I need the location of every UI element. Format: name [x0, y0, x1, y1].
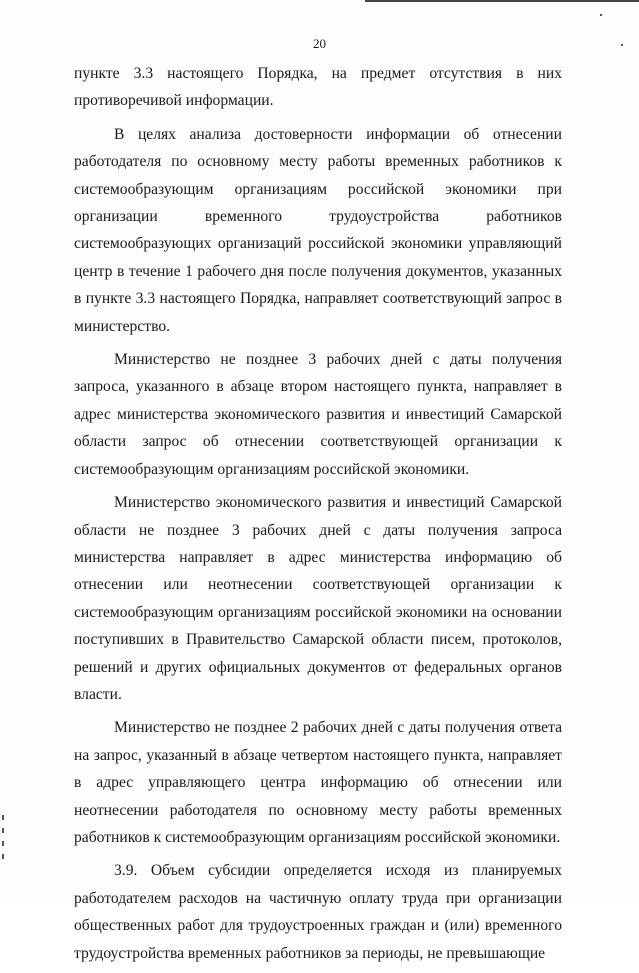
scan-mark [621, 44, 623, 46]
scan-mark [600, 14, 602, 16]
scan-mark [2, 841, 4, 846]
paragraph-ministry-forwarding: Министерство не позднее 2 рабочих дней с даты получения ответа на запрос, указанный в абзаце четвертом настоящего пункта, направляет в адрес управляющего центра информацию об отнесении или неотнесении работодателя по основному месту работы временных работников к системообразующим организациям российской экономики. [74, 719, 562, 846]
paragraph-ministry-request: Министерство не позднее 3 рабочих дней с даты получения запроса, указанного в абзаце втором настоящего пункта, направляет в адрес министерства экономического развития и инвестиций Самарской области запрос об отнесении соответствующей организации к системообразующим организациям российской экономики. [74, 351, 562, 478]
paragraph-economic-ministry-response: Министерство экономического развития и инвестиций Самарской области не позднее 3 рабочих дней с даты получения запроса министерства направляет в адрес министерства информацию об отнесении или неотнесении соответствующей организации к системообразующим организациям российской экономики на основании поступивших в Правительство Самарской области писем, протоколов, решений и других официальных документов от федеральных органов власти. [74, 494, 562, 703]
paragraph-subsidy-volume: 3.9. Объем субсидии определяется исходя из планируемых работодателем расходов на частичную оплату труда при организации общественных работ для трудоустроенных граждан и (или) временного трудоустройства временных работников за периоды, не превышающие [74, 862, 562, 962]
paragraph-request-to-ministry: В целях анализа достоверности информации об отнесении работодателя по основному месту работы временных работников к системообразующим организациям российской экономики при организации временного трудоустройства работников системообразующих организаций российской экономики управляющий центр в течение 1 рабочего дня после получения документов, указанных в пункте 3.3 настоящего Порядка, направляет соответствующий запрос в министерство. [74, 125, 562, 335]
scan-mark [2, 815, 4, 820]
paragraph-continuation: пункте 3.3 настоящего Порядка, на предмет отсутствия в них противоречивой информации. [74, 65, 562, 110]
scan-mark [2, 828, 4, 833]
scan-mark [2, 854, 4, 859]
document-body [74, 60, 562, 973]
page-number: 20 [313, 36, 326, 51]
top-border-line [365, 0, 639, 2]
